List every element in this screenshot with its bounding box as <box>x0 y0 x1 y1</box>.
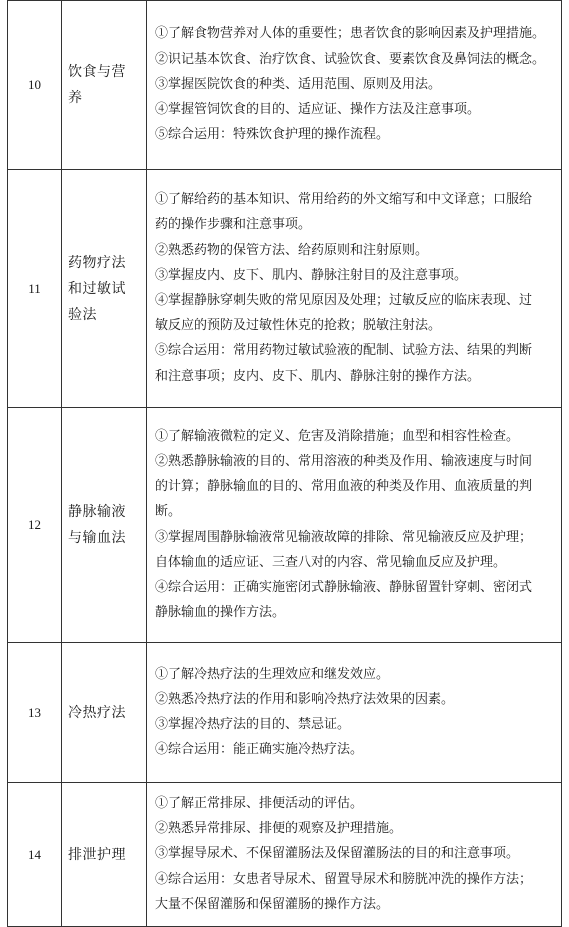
row-number: 14 <box>8 783 62 927</box>
row-content <box>147 783 562 927</box>
content-line: ③掌握医院饮食的种类、适用范围、原则及用法。 <box>155 76 442 92</box>
topic-line: 与输血法 <box>68 530 126 546</box>
content-line: ④综合运用：正确实施密闭式静脉输液、静脉留置针穿刺、密闭式 <box>155 579 533 595</box>
content-line: 断。 <box>155 504 182 520</box>
row-topic <box>62 170 147 408</box>
content-line: ①了解冷热疗法的生理效应和继发效应。 <box>155 666 390 682</box>
topic-line: 冷热疗法 <box>68 704 126 721</box>
content-line: ②熟悉冷热疗法的作用和影响冷热疗法效果的因素。 <box>155 691 455 707</box>
table-row <box>8 783 562 927</box>
topic-line: 药物疗法 <box>68 254 126 271</box>
row-topic <box>62 643 147 783</box>
row-content <box>147 643 562 783</box>
content-line: ②熟悉药物的保管方法、给药原则和注射原则。 <box>155 242 429 258</box>
table-row <box>8 643 562 783</box>
content-line: ④掌握管饲饮食的目的、适应证、操作方法及注意事项。 <box>155 102 481 118</box>
topic-line: 饮食与营 <box>68 64 126 80</box>
content-line: ①了解输液微粒的定义、危害及消除措施；血型和相容性检查。 <box>155 428 520 444</box>
content-line: ③掌握导尿术、不保留灌肠法及保留灌肠法的目的和注意事项。 <box>155 846 520 862</box>
row-topic <box>62 783 147 927</box>
table-row <box>8 1 562 170</box>
content-line: ③掌握皮内、皮下、肌内、静脉注射目的及注意事项。 <box>155 267 468 283</box>
row-content <box>147 408 562 643</box>
topic-line: 验法 <box>68 306 97 323</box>
content-line: ④综合运用：女患者导尿术、留置导尿术和膀胱冲洗的操作方法； <box>155 871 533 887</box>
syllabus-table <box>7 0 562 927</box>
syllabus-table-body <box>8 1 562 927</box>
content-line: 静脉输血的操作方法。 <box>155 605 286 621</box>
content-line: ③掌握周围静脉输液常见输液故障的排除、常见输液反应及护理； <box>155 529 533 545</box>
content-line: 药的操作步骤和注意事项。 <box>155 217 312 233</box>
table-row <box>8 408 562 643</box>
row-topic <box>62 1 147 170</box>
row-number: 10 <box>8 1 62 170</box>
topic-line: 养 <box>68 90 83 106</box>
content-line: ④掌握静脉穿刺失败的常见原因及处理；过敏反应的临床表现、过 <box>155 293 533 308</box>
content-line: 的计算；静脉输血的目的、常用血液的种类及作用、血液质量的判 <box>155 479 533 495</box>
content-line: 自体输血的适应证、三查八对的内容、常见输血反应及护理。 <box>155 554 507 570</box>
content-line: 大量不保留灌肠和保留灌肠的操作方法。 <box>155 896 390 912</box>
content-line: ①了解食物营养对人体的重要性；患者饮食的影响因素及护理措施。 <box>155 26 546 42</box>
content-line: ①了解给药的基本知识、常用给药的外文缩写和中文译意；口服给 <box>155 192 533 208</box>
content-line: ①了解正常排尿、排便活动的评估。 <box>155 795 364 811</box>
row-number: 12 <box>8 408 62 643</box>
row-number: 13 <box>8 643 62 783</box>
row-content <box>147 170 562 408</box>
content-line: ③掌握冷热疗法的目的、禁忌证。 <box>155 717 351 732</box>
content-line: ②熟悉静脉输液的目的、常用溶液的种类及作用、输液速度与时间 <box>155 453 533 469</box>
content-line: ⑤综合运用：特殊饮食护理的操作流程。 <box>155 127 390 143</box>
content-line: ⑤综合运用：常用药物过敏试验液的配制、试验方法、结果的判断 <box>155 343 533 359</box>
row-number: 11 <box>8 170 62 408</box>
topic-line: 排泄护理 <box>68 846 126 863</box>
content-line: 和注意事项；皮内、皮下、肌内、静脉注射的操作方法。 <box>155 368 481 384</box>
content-line: 敏反应的预防及过敏性休克的抢救；脱敏注射法。 <box>155 318 442 334</box>
content-line: ②熟悉异常排尿、排便的观察及护理措施。 <box>155 821 403 837</box>
content-line: ②识记基本饮食、治疗饮食、试验饮食、要素饮食及鼻饲法的概念。 <box>155 51 546 67</box>
row-topic <box>62 408 147 643</box>
table-row <box>8 170 562 408</box>
row-content <box>147 1 562 170</box>
topic-line: 和过敏试 <box>68 280 126 297</box>
topic-line: 静脉输液 <box>68 504 126 520</box>
content-line: ④综合运用：能正确实施冷热疗法。 <box>155 742 364 758</box>
